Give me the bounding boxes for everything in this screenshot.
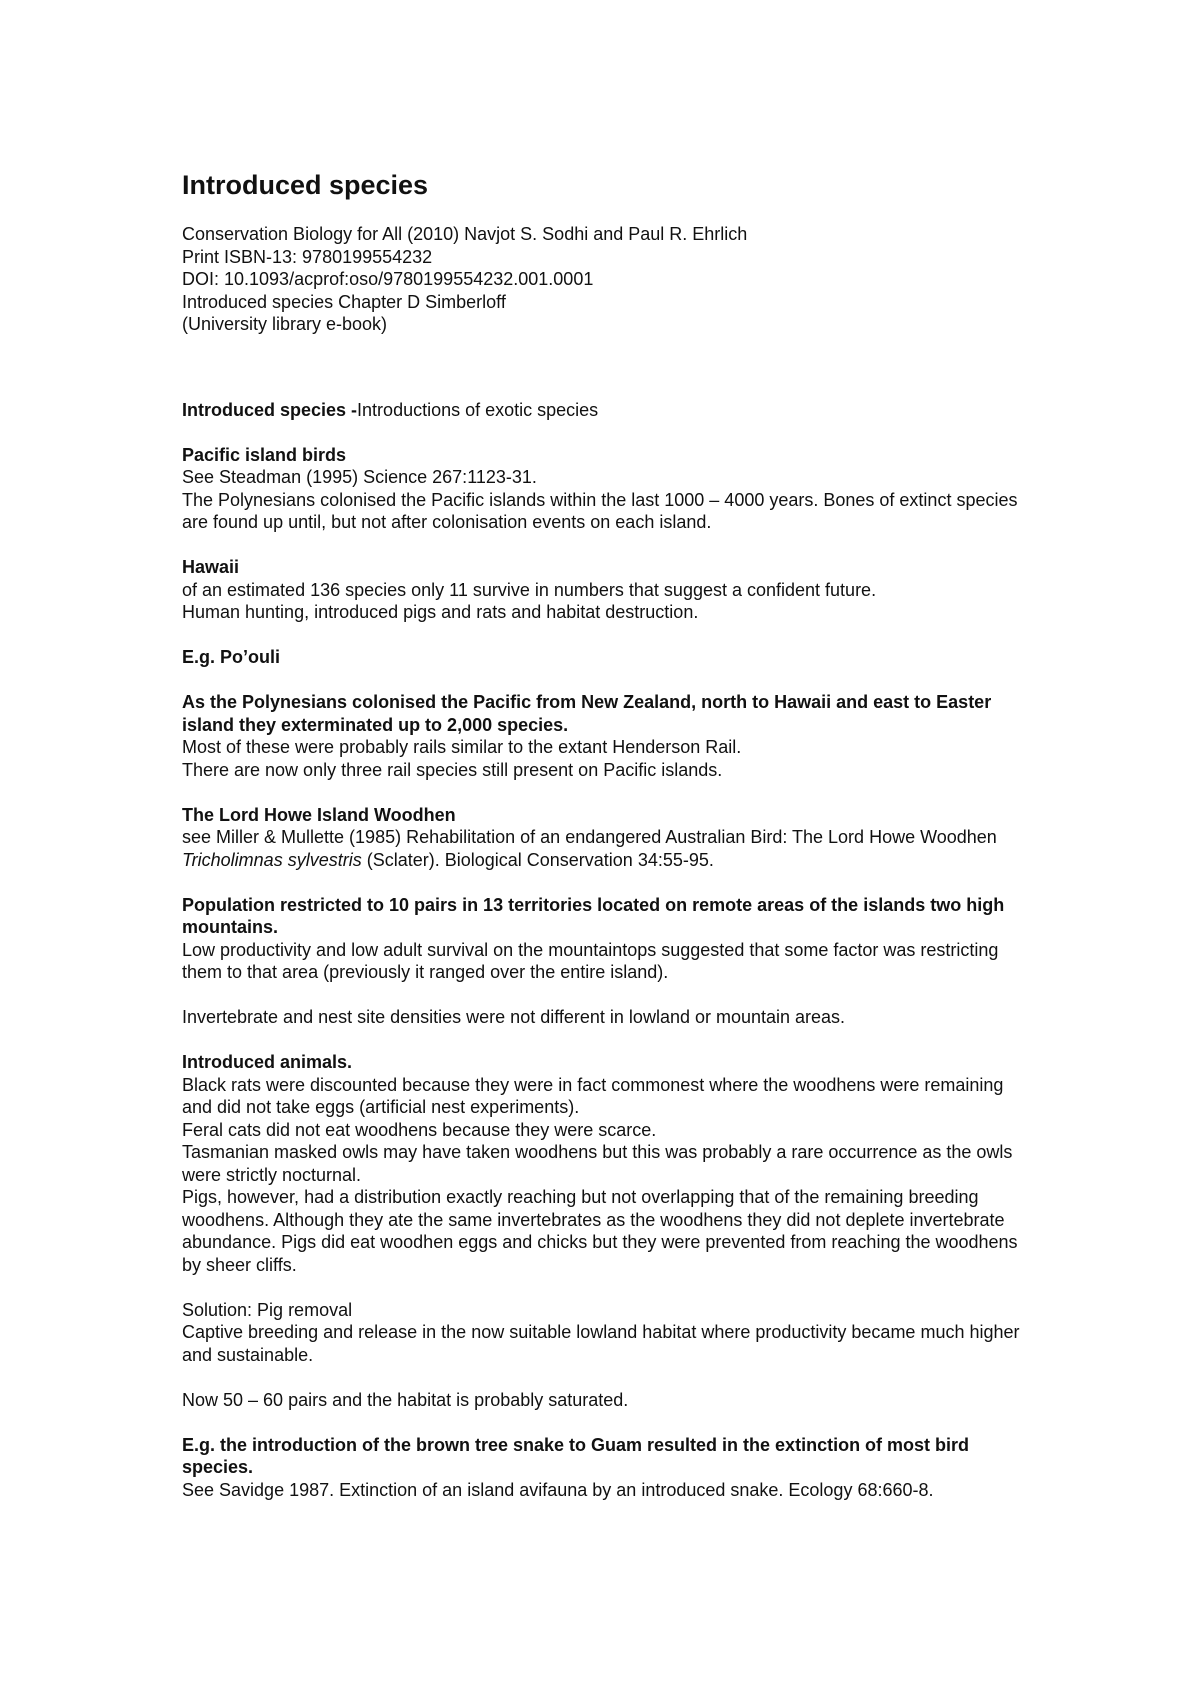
reference-block xyxy=(182,223,1030,336)
hawaii-section xyxy=(182,556,1030,624)
guam-text: See Savidge 1987. Extinction of an island avifauna by an introduced snake. Ecology 68:660-8. xyxy=(182,1479,934,1500)
population-section xyxy=(182,894,1030,984)
polynesians-line1: Most of these were probably rails similar to the extant Henderson Rail. xyxy=(182,737,742,757)
intro-paragraph xyxy=(182,399,1030,422)
reference-doi: DOI: 10.1093/acprof:oso/9780199554232.001.0001 xyxy=(182,269,594,289)
pouli-section xyxy=(182,646,1030,669)
polynesians-heading: As the Polynesians colonised the Pacific from New Zealand, north to Hawaii and east to Easter island they exterminated up to 2,000 species. xyxy=(182,692,992,735)
now-text: Now 50 – 60 pairs and the habitat is probably saturated. xyxy=(182,1389,629,1410)
intro-bold: Introduced species - xyxy=(182,399,358,420)
animals-rats: Black rats were discounted because they were in fact commonest where the woodhens were remaining and did not take eggs (artificial nest experiments). xyxy=(182,1074,1004,1117)
population-heading: Population restricted to 10 pairs in 13 territories located on remote areas of the islands two high mountains. xyxy=(182,894,1005,937)
hawaii-line2: Human hunting, introduced pigs and rats and habitat destruction. xyxy=(182,602,699,622)
pouli-heading: E.g. Po’ouli xyxy=(182,647,280,667)
pacific-reference: See Steadman (1995) Science 267:1123-31. xyxy=(182,467,537,487)
woodhen-ref-post: (Sclater). Biological Conservation 34:55-95. xyxy=(361,849,714,870)
animals-cats: Feral cats did not eat woodhens because they were scarce. xyxy=(182,1119,657,1140)
woodhen-reference xyxy=(182,826,1030,871)
invertebrate-paragraph xyxy=(182,1006,1030,1029)
hawaii-heading: Hawaii xyxy=(182,557,240,577)
animals-owls: Tasmanian masked owls may have taken woodhens but this was probably a rare occurrence as the owls were strictly nocturnal. xyxy=(182,1142,1013,1185)
guam-section xyxy=(182,1434,1030,1502)
woodhen-ref-pre: see Miller & Mullette (1985) Rehabilitation of an endangered Australian Bird: The Lord Howe Woodhen xyxy=(182,827,997,847)
reference-isbn: Print ISBN-13: 9780199554232 xyxy=(182,246,433,267)
intro-text: Introductions of exotic species xyxy=(357,399,599,420)
pacific-heading: Pacific island birds xyxy=(182,444,347,465)
animals-heading: Introduced animals. xyxy=(182,1052,353,1072)
pacific-text: The Polynesians colonised the Pacific islands within the last 1000 – 4000 years. Bones of extinct species are found up until, but not after colonisation events on each island. xyxy=(182,489,1018,532)
invertebrate-text: Invertebrate and nest site densities were not different in lowland or mountain areas. xyxy=(182,1007,846,1027)
woodhen-section xyxy=(182,804,1030,872)
hawaii-line1: of an estimated 136 species only 11 survive in numbers that suggest a confident future. xyxy=(182,579,877,600)
solution-section xyxy=(182,1299,1030,1367)
polynesians-line2: There are now only three rail species still present on Pacific islands. xyxy=(182,759,723,780)
reference-book: Conservation Biology for All (2010) Navjot S. Sodhi and Paul R. Ehrlich xyxy=(182,224,748,244)
solution-line1: Solution: Pig removal xyxy=(182,1299,353,1320)
polynesians-section xyxy=(182,691,1030,781)
pacific-section xyxy=(182,444,1030,534)
reference-chapter: Introduced species Chapter D Simberloff xyxy=(182,291,506,312)
population-text: Low productivity and low adult survival on the mountaintops suggested that some factor was restricting them to that area (previously it ranged over the entire island). xyxy=(182,939,999,982)
animals-pigs: Pigs, however, had a distribution exactly reaching but not overlapping that of the remaining breeding woodhens. Although they ate the same invertebrates as the woodhens they did not deplete invertebrate abundance. Pigs did eat woodhen eggs and chicks but they were prevented from reaching the woodhens by sheer cliffs. xyxy=(182,1187,1018,1275)
solution-line2: Captive breeding and release in the now suitable lowland habitat where productivity became much higher and sustainable. xyxy=(182,1322,1020,1365)
guam-heading: E.g. the introduction of the brown tree snake to Guam resulted in the extinction of most bird species. xyxy=(182,1434,970,1477)
woodhen-heading: The Lord Howe Island Woodhen xyxy=(182,804,456,825)
now-paragraph xyxy=(182,1389,1030,1412)
animals-section xyxy=(182,1051,1030,1276)
reference-note: (University library e-book) xyxy=(182,314,388,334)
document-page xyxy=(182,168,1030,1501)
woodhen-species-name: Tricholimnas sylvestris xyxy=(182,849,362,870)
document-title: Introduced species xyxy=(182,170,429,200)
